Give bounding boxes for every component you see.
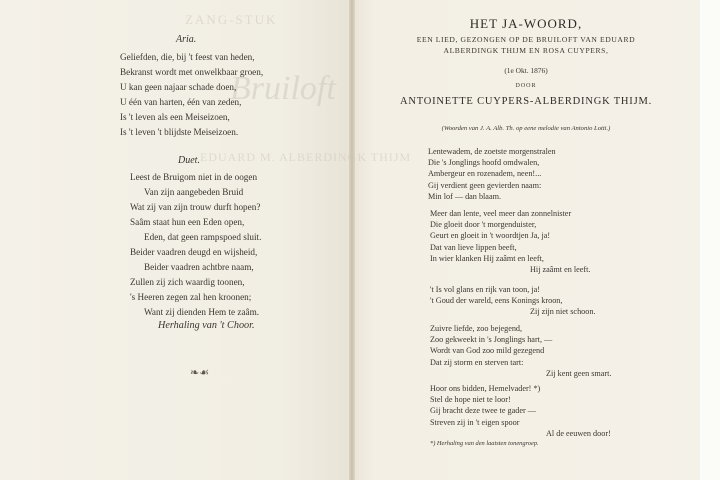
aria-heading: Aria. bbox=[176, 34, 197, 45]
verse-line: Gij verdient geen gevierden naam: bbox=[428, 180, 542, 190]
song-stanza-5 bbox=[430, 383, 611, 439]
verse-line: Geliefden, die, bij 't feest van heden, bbox=[120, 52, 255, 62]
verse-line: U kan geen najaar schade doen, bbox=[120, 82, 237, 92]
verse-line: Streven zij in 't eigen spoor bbox=[430, 417, 520, 427]
verse-line: Wordt van God zoo mild gezegend bbox=[430, 346, 545, 356]
verse-line: Is 't leven als een Meiseizoen, bbox=[120, 112, 230, 122]
verse-line: Ambergeur en rozenadem, neen!... bbox=[428, 169, 542, 179]
ornament-icon: ❧☙ bbox=[190, 367, 210, 379]
verse-line: Beider vaadren deugd en wijsheid, bbox=[130, 247, 258, 257]
verse-line: Zij kent geen smart. bbox=[546, 368, 612, 378]
verse-line: Want zij dienden Hem te zaâm. bbox=[144, 307, 260, 317]
verse-line: Die gloeit door 't morgenduister, bbox=[430, 220, 537, 230]
verse-line: Zij zijn niet schoon. bbox=[530, 307, 596, 317]
verse-line: Min lof — dan blaam. bbox=[428, 191, 501, 201]
verse-line: Hoor ons bidden, Hemelvader! *) bbox=[430, 384, 541, 393]
verse-line: 't Goud der wareld, eens Konings kroon, bbox=[430, 296, 563, 306]
verse-line: Eden, dat geen rampspoed sluit. bbox=[144, 232, 262, 242]
footnote: *) Herhaling van den laatsten tonengroep. bbox=[430, 440, 539, 447]
ghost-verso-title: ZANG-STUK bbox=[185, 12, 278, 27]
song-stanza-1 bbox=[428, 146, 556, 202]
verse-line: Leest de Bruigom niet in de oogen bbox=[130, 172, 258, 182]
verse-line: Beider vaadren achtbre naam, bbox=[144, 262, 254, 272]
aria-stanza bbox=[120, 50, 263, 140]
verse-line: Gij bracht deze twee te gader — bbox=[430, 406, 536, 416]
subtitle-line-1: EEN LIED, GEZONGEN OP DE BRUILOFT VAN EDUARD bbox=[416, 35, 636, 44]
ghost-verso-name: EDUARD M. ALBERDINGK THIJM bbox=[200, 150, 412, 164]
page-title: HET JA-WOORD, bbox=[469, 16, 583, 31]
verse-line: Meer dan lente, veel meer dan zonnelnister bbox=[430, 209, 572, 218]
verse-line: Van zijn aangebeden Bruid bbox=[144, 187, 244, 197]
author-name: ANTOINETTE CUYPERS-ALBERDINGK THIJM. bbox=[399, 96, 653, 107]
verse-line: Wat zij van zijn trouw durft hopen? bbox=[130, 202, 261, 212]
third-stanza bbox=[130, 245, 259, 320]
verse-line: U één van harten, één van zeden, bbox=[120, 97, 242, 107]
verse-line: Zoo gekweekt in 's Jonglings hart, — bbox=[430, 335, 553, 345]
duet-heading: Duet. bbox=[178, 155, 200, 166]
verse-line: Lentewadem, de zoetste morgenstralen bbox=[428, 147, 556, 156]
song-stanza-3 bbox=[430, 284, 596, 318]
verse-line: Hij zaâmt en leeft. bbox=[530, 265, 591, 275]
chorus-repeat-heading: Herhaling van 't Choor. bbox=[158, 320, 255, 331]
verse-line: 's Heeren zegen zal hen kroonen; bbox=[130, 292, 252, 302]
date: (1e Okt. 1876) bbox=[504, 66, 548, 75]
verse-line: Stel de hope niet te loor! bbox=[430, 395, 511, 405]
byline-door: DOOR bbox=[515, 83, 537, 89]
verse-line: Is 't leven 't blijdste Meiseizoen. bbox=[120, 127, 239, 137]
song-stanza-4 bbox=[430, 323, 611, 379]
ghost-verso-script: Bruiloft bbox=[230, 70, 336, 107]
verse-line: Dat van lieve lippen beeft, bbox=[430, 242, 517, 252]
verse-line: Zullen zij zich waardig toonen, bbox=[130, 277, 245, 287]
duet-stanza bbox=[130, 170, 261, 245]
subtitle-line-2: ALBERDINGK THIJM EN ROSA CUYPERS, bbox=[443, 46, 609, 55]
verse-line: Geurt en gloeit in 't woordtjen Ja, ja! bbox=[430, 231, 551, 241]
verse-line: Die 's Jonglings hoofd omdwalen, bbox=[428, 158, 540, 168]
song-stanza-2 bbox=[430, 208, 590, 275]
verse-line: In wier klanken Hij zaâmt en leeft, bbox=[430, 253, 544, 263]
verse-line: Dat zij storm en sterven tart: bbox=[430, 357, 524, 367]
verse-line: Al de eeuwen door! bbox=[546, 428, 611, 438]
verse-line: Bekranst wordt met onwelkbaar groen, bbox=[120, 67, 264, 77]
verse-line: Saâm staat hun een Eden open, bbox=[130, 217, 245, 227]
background-margin bbox=[700, 0, 720, 480]
verse-line: 't Is vol glans en rijk van toon, ja! bbox=[430, 285, 540, 294]
verse-line: Zuivre liefde, zoo bejegend, bbox=[430, 324, 523, 333]
words-credit: (Woorden van J. A. Alb. Th. op eene melodie van Antonio Lotti.) bbox=[441, 125, 611, 132]
